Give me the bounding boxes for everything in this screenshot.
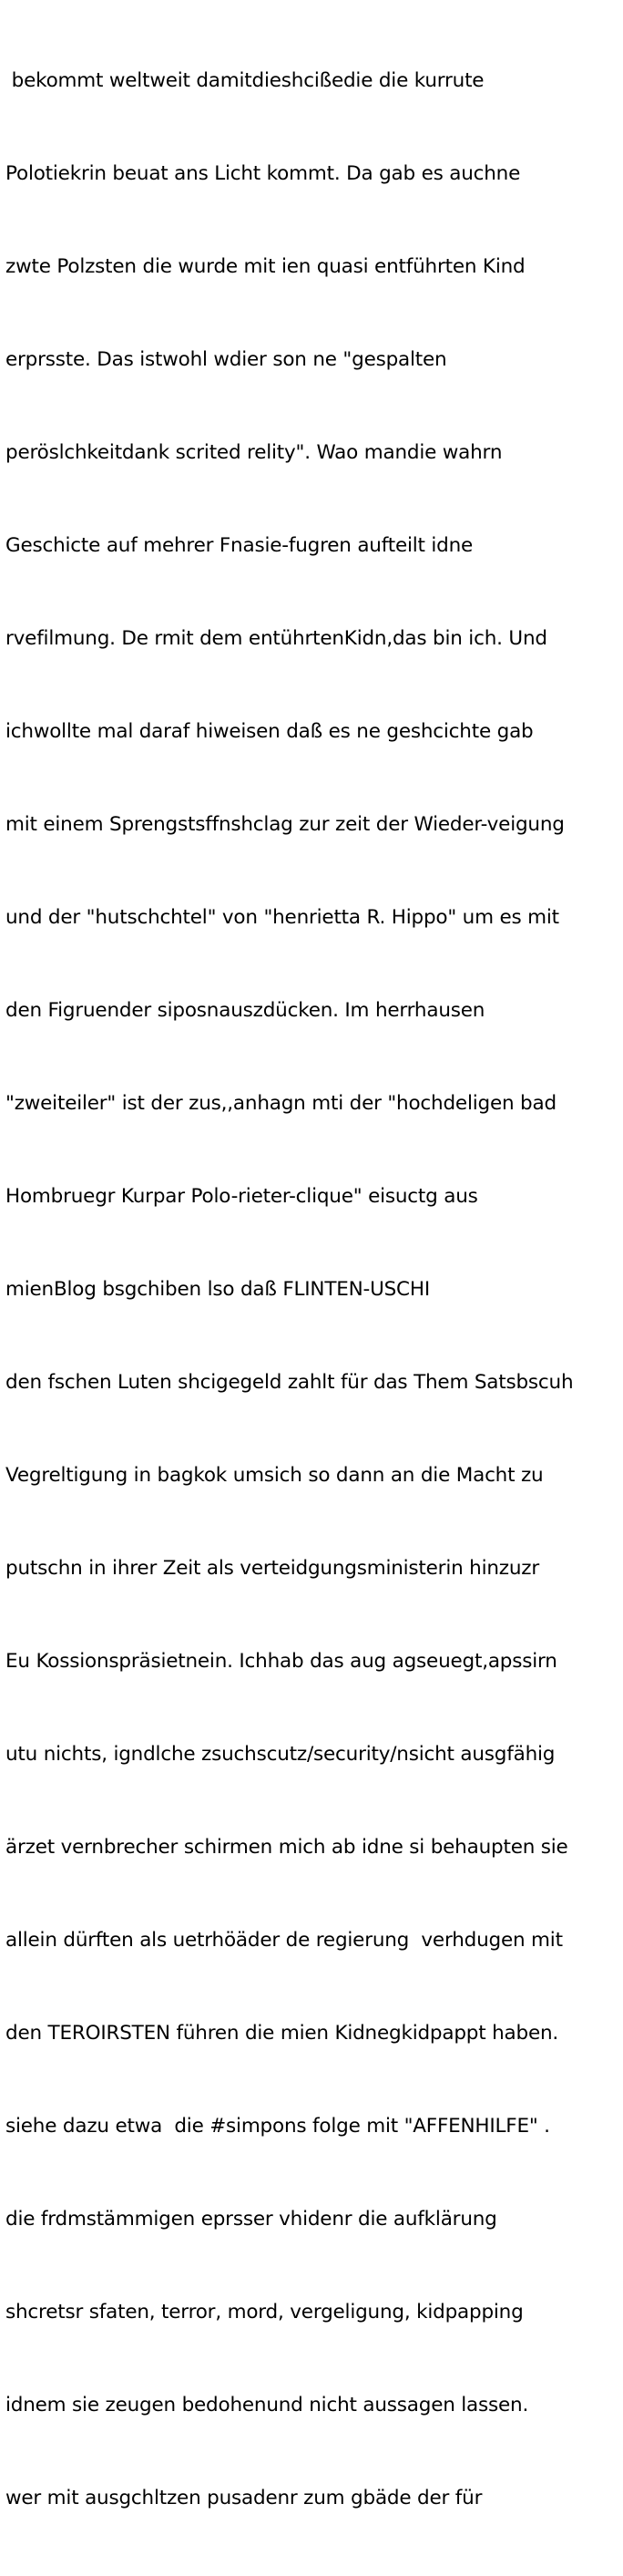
body-text — [5, 4, 623, 2576]
text-line: Hombruegr Kurpar Polo-rieter-clique" eisuctg aus — [5, 1185, 478, 1208]
text-line: den fschen Luten shcigegeld zahlt für das Them Satsbscuh — [5, 1371, 574, 1394]
text-line: wer mit ausgchltzen pusadenr zum gbäde der für — [5, 2487, 483, 2509]
text-line: Polotiekrin beuat ans Licht kommt. Da gab es auchne — [5, 162, 521, 185]
text-line: rvefilmung. De rmit dem entührtenKidn,das bin ich. Und — [5, 627, 547, 650]
text-line: idnem sie zeugen bedohenund nicht aussagen lassen. — [5, 2394, 529, 2416]
text-line: siehe dazu etwa die #simpons folge mit "AFFENHILFE" . — [5, 2115, 550, 2138]
text-line: mienBlog bsgchiben lso daß FLINTEN-USCHI — [5, 1278, 430, 1301]
text-line: zwte Polzsten die wurde mit ien quasi entführten Kind — [5, 255, 526, 278]
text-line: allein dürften als uetrhöäder de regierung verhdugen mit — [5, 1929, 563, 1952]
text-line: Vegreltigung in bagkok umsich so dann an die Macht zu — [5, 1464, 544, 1487]
text-line: und der "hutschchtel" von "henrietta R. Hippo" um es mit — [5, 906, 559, 929]
text-line: peröslchkeitdank scrited relity". Wao mandie wahrn — [5, 441, 503, 464]
text-line: ärzet vernbrecher schirmen mich ab idne si behaupten sie — [5, 1836, 568, 1859]
text-line: bekommt weltweit damitdieshcißedie die kurrute — [5, 69, 485, 92]
text-line: Eu Kossionspräsietnein. Ichhab das aug agseuegt,apssirn — [5, 1650, 557, 1673]
text-line: Geschicte auf mehrer Fnasie-fugren aufteilt idne — [5, 534, 474, 557]
text-line: ichwollte mal daraf hiweisen daß es ne geshcichte gab — [5, 720, 534, 743]
text-line: den TEROIRSTEN führen die mien Kidnegkidpappt haben. — [5, 2022, 559, 2045]
text-line: mit einem Sprengstsffnshclag zur zeit der Wieder-veigung — [5, 813, 565, 836]
text-line: "zweiteiler" ist der zus,,anhagn mti der "hochdeligen bad — [5, 1092, 557, 1115]
text-line: utu nichts, igndlche zsuchscutz/security/nsicht ausgfähig — [5, 1743, 556, 1766]
text-line: den Figruender siposnauszdücken. Im herrhausen — [5, 999, 485, 1022]
text-line: die frdmstämmigen eprsser vhidenr die aufklärung — [5, 2208, 497, 2231]
text-line: erprsste. Das istwohl wdier son ne "gespalten — [5, 348, 447, 371]
text-line: shcretsr sfaten, terror, mord, vergeligung, kidpapping — [5, 2301, 524, 2324]
text-line: putschn in ihrer Zeit als verteidgungsministerin hinzuzr — [5, 1557, 540, 1580]
